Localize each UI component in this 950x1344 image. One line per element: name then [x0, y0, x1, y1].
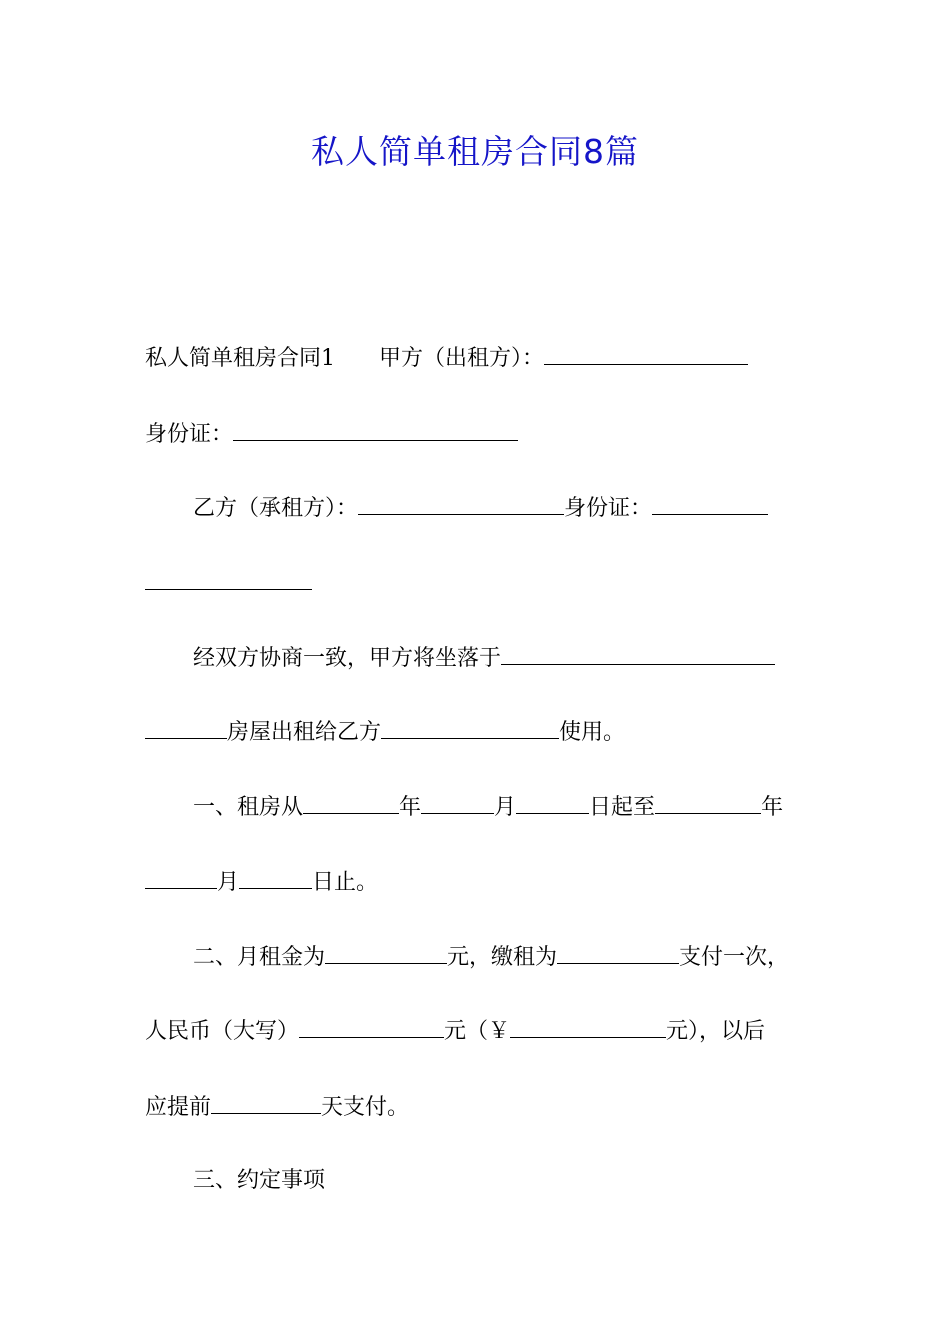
days-pay-label: 天支付。	[321, 1095, 410, 1120]
yuan-after-label: 元），以后	[666, 1019, 766, 1044]
yuan-symbol-label: 元（￥	[444, 1019, 511, 1044]
location-label: 经双方协商一致，甲方将坐落于	[193, 646, 502, 671]
month-label: 月	[217, 870, 240, 895]
advance-payment-line	[145, 1091, 409, 1124]
rent-to-label: 房屋出租给乙方	[227, 720, 382, 745]
monthly-rent-label: 二、月租金为	[193, 945, 326, 970]
section-three-title: 三、约定事项	[193, 1168, 326, 1193]
rent-line	[193, 941, 789, 974]
term-from-label: 一、租房从	[193, 795, 304, 820]
usage-label: 使用。	[559, 720, 626, 745]
party-a-id-blank[interactable]	[233, 418, 518, 441]
document-title: 私人简单租房合同8篇	[311, 132, 639, 171]
party-b-id-label: 身份证：	[564, 496, 653, 521]
day-until-label: 日起至	[589, 795, 656, 820]
contract-number-label: 私人简单租房合同1	[145, 346, 335, 371]
party-a-label: 甲方（出租方）：	[379, 346, 545, 371]
rmb-amount-blank[interactable]	[510, 1015, 666, 1038]
rental-use-line	[145, 716, 625, 749]
amount-line	[145, 1015, 765, 1048]
usage-blank[interactable]	[381, 716, 559, 739]
contract-heading-line	[145, 342, 748, 375]
party-a-id-line	[145, 418, 518, 451]
end-year-blank[interactable]	[655, 791, 761, 814]
monthly-rent-blank[interactable]	[325, 941, 447, 964]
party-b-blank[interactable]	[358, 492, 564, 515]
advance-label: 应提前	[145, 1095, 212, 1120]
party-b-label: 乙方（承租方）：	[193, 496, 359, 521]
term-line	[193, 791, 783, 824]
party-b-id-blank[interactable]	[652, 492, 768, 515]
month-label: 月	[494, 795, 517, 820]
year-label: 年	[761, 795, 784, 820]
agreed-matters-heading	[193, 1165, 325, 1197]
term-end-line	[145, 866, 378, 899]
advance-days-blank[interactable]	[211, 1091, 321, 1114]
location-blank[interactable]	[501, 642, 775, 665]
end-day-blank[interactable]	[239, 866, 312, 889]
rmb-uppercase-blank[interactable]	[299, 1015, 444, 1038]
party-b-line	[193, 492, 768, 525]
location-blank-cont[interactable]	[145, 716, 227, 739]
start-month-blank[interactable]	[421, 791, 494, 814]
party-b-id-blank-cont[interactable]	[145, 567, 312, 590]
end-month-blank[interactable]	[145, 866, 217, 889]
rmb-uppercase-label: 人民币（大写）	[145, 1019, 300, 1044]
start-year-blank[interactable]	[303, 791, 399, 814]
payment-period-label: 元，缴租为	[447, 945, 558, 970]
party-b-id-continuation	[145, 567, 312, 600]
start-day-blank[interactable]	[516, 791, 589, 814]
party-a-blank[interactable]	[544, 342, 748, 365]
party-a-id-label: 身份证：	[145, 422, 234, 447]
year-label: 年	[399, 795, 422, 820]
payment-period-blank[interactable]	[557, 941, 679, 964]
payment-once-label: 支付一次，	[679, 945, 790, 970]
day-end-label: 日止。	[312, 870, 379, 895]
location-line	[193, 642, 775, 675]
